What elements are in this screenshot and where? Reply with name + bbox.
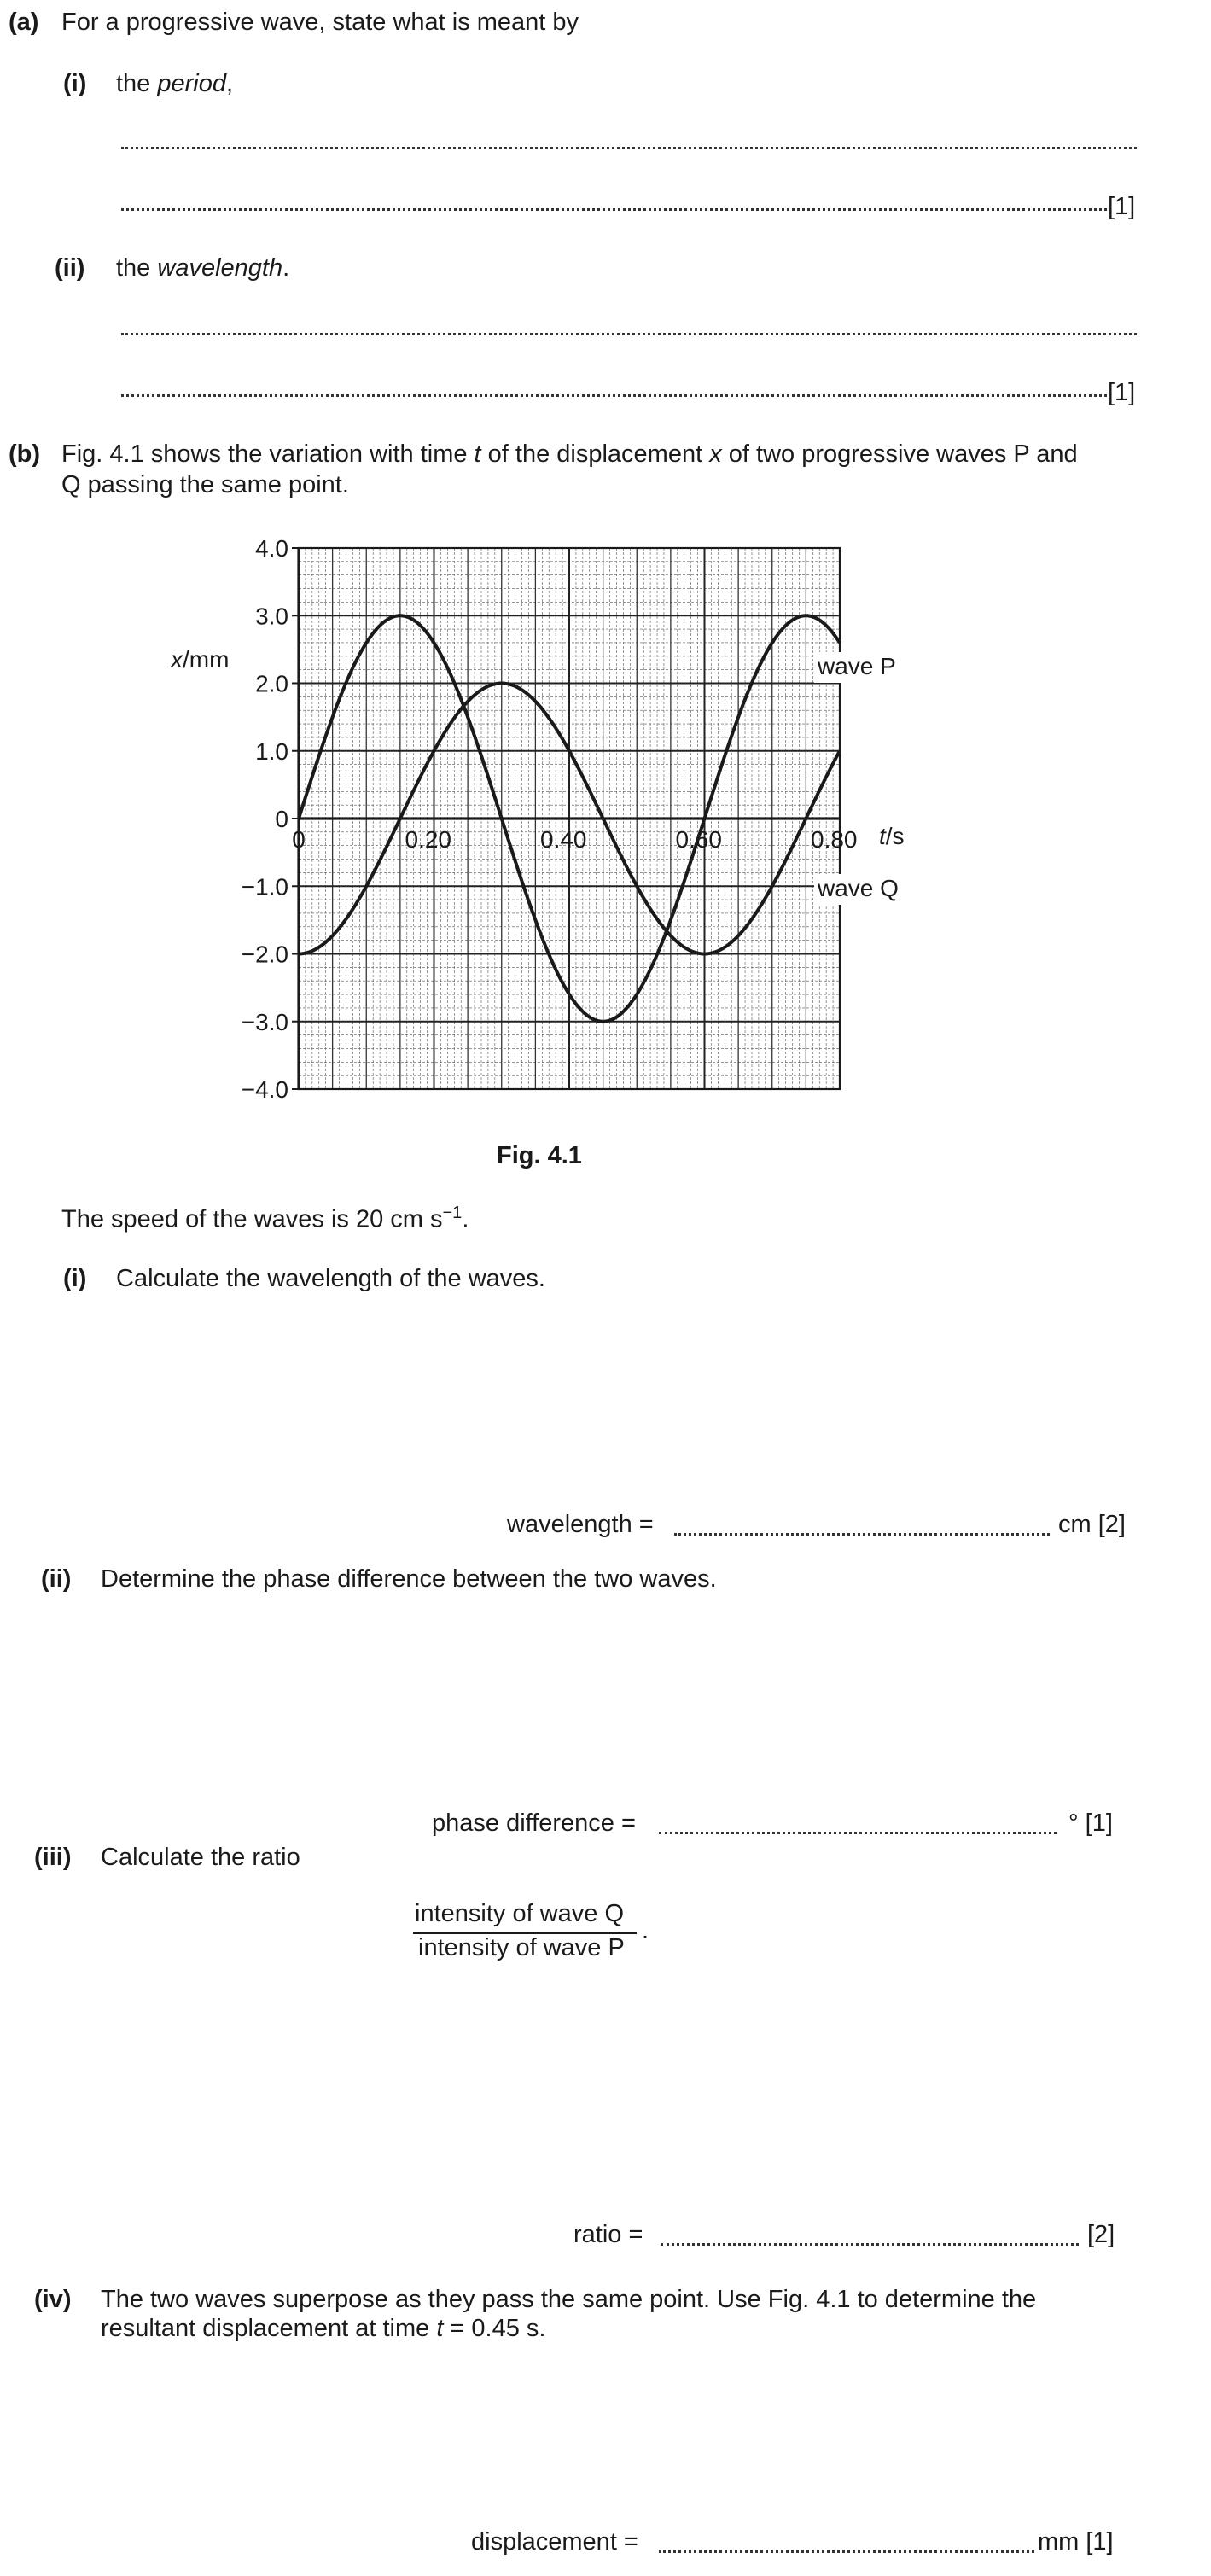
part-b-i-text: Calculate the wavelength of the waves. xyxy=(116,1265,545,1292)
text-pre: the xyxy=(116,70,158,97)
text-post: , xyxy=(226,70,234,97)
figure-caption: Fig. 4.1 xyxy=(497,1142,582,1169)
part-b-i-label: (i) xyxy=(63,1265,87,1292)
wave-q-label: wave Q xyxy=(818,875,899,901)
part-b-iv-label: (iv) xyxy=(34,2286,72,2313)
wavelength-answer-line[interactable] xyxy=(674,1533,1050,1536)
ratio-trailing-dot: . xyxy=(642,1917,649,1944)
x-tick-label: 0.20 xyxy=(405,826,451,853)
phase-difference-unit-marks: ° [1] xyxy=(1068,1810,1113,1837)
text-emphasis: period xyxy=(157,70,226,97)
wave-graph xyxy=(0,0,1211,1195)
y-tick-label: −1.0 xyxy=(241,873,288,900)
part-b-iii-text: Calculate the ratio xyxy=(101,1844,300,1871)
y-tick-label: −2.0 xyxy=(241,941,288,968)
y-tick-label: 2.0 xyxy=(255,670,288,697)
x-tick-label: 0.40 xyxy=(540,826,587,853)
stem-text: of the displacement xyxy=(480,440,710,468)
displacement-answer-label: displacement = xyxy=(471,2528,638,2556)
ratio-marks: [2] xyxy=(1087,2221,1115,2248)
iv-text: resultant displacement at time xyxy=(101,2315,437,2342)
wavelength-answer-label: wavelength = xyxy=(507,1511,654,1538)
x-unit: /s xyxy=(885,823,905,849)
y-tick-label: 1.0 xyxy=(255,737,288,765)
speed-text: The speed of the waves is 20 cm s xyxy=(61,1205,443,1233)
x-tick-label: 0.60 xyxy=(675,826,722,853)
phase-difference-answer-line[interactable] xyxy=(659,1832,1057,1834)
part-b-iv-line2 xyxy=(101,2315,545,2343)
y-unit: /mm xyxy=(183,646,230,673)
y-tick-label: −3.0 xyxy=(241,1008,288,1035)
displacement-answer-line[interactable] xyxy=(659,2550,1034,2553)
y-tick-label: 3.0 xyxy=(255,603,288,630)
y-tick-label: 4.0 xyxy=(255,535,288,562)
stem-text: of two progressive waves P and xyxy=(721,440,1078,468)
y-axis-label xyxy=(169,646,229,673)
text-emphasis: wavelength xyxy=(157,254,283,282)
y-tick-label: 0 xyxy=(275,806,288,832)
part-b-iv-line1: The two waves superpose as they pass the same point. Use Fig. 4.1 to determine the xyxy=(101,2286,1037,2313)
marks-a-i: [1] xyxy=(1108,193,1136,220)
ratio-numerator: intensity of wave Q xyxy=(415,1900,624,1927)
wave-speed-statement xyxy=(61,1203,469,1234)
part-a-label: (a) xyxy=(9,9,39,36)
part-b-stem-line2: Q passing the same point. xyxy=(61,471,349,498)
wavelength-unit-marks: cm [2] xyxy=(1058,1511,1126,1538)
ratio-answer-label: ratio = xyxy=(573,2221,643,2248)
var-t: t xyxy=(436,2315,444,2342)
x-axis-label xyxy=(879,823,905,849)
phase-difference-answer-label: phase difference = xyxy=(432,1810,636,1837)
wave-p-label: wave P xyxy=(818,653,896,679)
part-b-ii-text: Determine the phase difference between the two waves. xyxy=(101,1565,717,1593)
part-a-ii-label: (ii) xyxy=(55,254,85,282)
x-var: t xyxy=(879,823,886,849)
stem-text: Fig. 4.1 shows the variation with time xyxy=(61,440,475,468)
marks-a-ii: [1] xyxy=(1108,379,1136,406)
part-b-iii-label: (iii) xyxy=(34,1844,72,1871)
text-pre: the xyxy=(116,254,158,282)
x-tick-label: 0 xyxy=(292,826,306,853)
iv-text: = 0.45 s. xyxy=(443,2315,546,2342)
x-tick-label: 0.80 xyxy=(811,826,858,853)
part-a-i-label: (i) xyxy=(63,70,87,97)
part-b-ii-label: (ii) xyxy=(41,1565,72,1593)
text-post: . xyxy=(282,254,290,282)
var-x: x xyxy=(709,440,722,468)
y-var: x xyxy=(171,646,183,673)
ratio-answer-line[interactable] xyxy=(661,2243,1079,2246)
part-a-stem: For a progressive wave, state what is meant by xyxy=(61,9,579,36)
speed-exponent: −1 xyxy=(442,1203,463,1222)
part-b-label: (b) xyxy=(9,440,41,468)
ratio-denominator: intensity of wave P xyxy=(418,1934,625,1961)
displacement-unit-marks: mm [1] xyxy=(1038,2528,1114,2556)
speed-text: . xyxy=(462,1205,469,1233)
y-tick-label: −4.0 xyxy=(241,1076,288,1103)
var-t: t xyxy=(474,440,481,468)
